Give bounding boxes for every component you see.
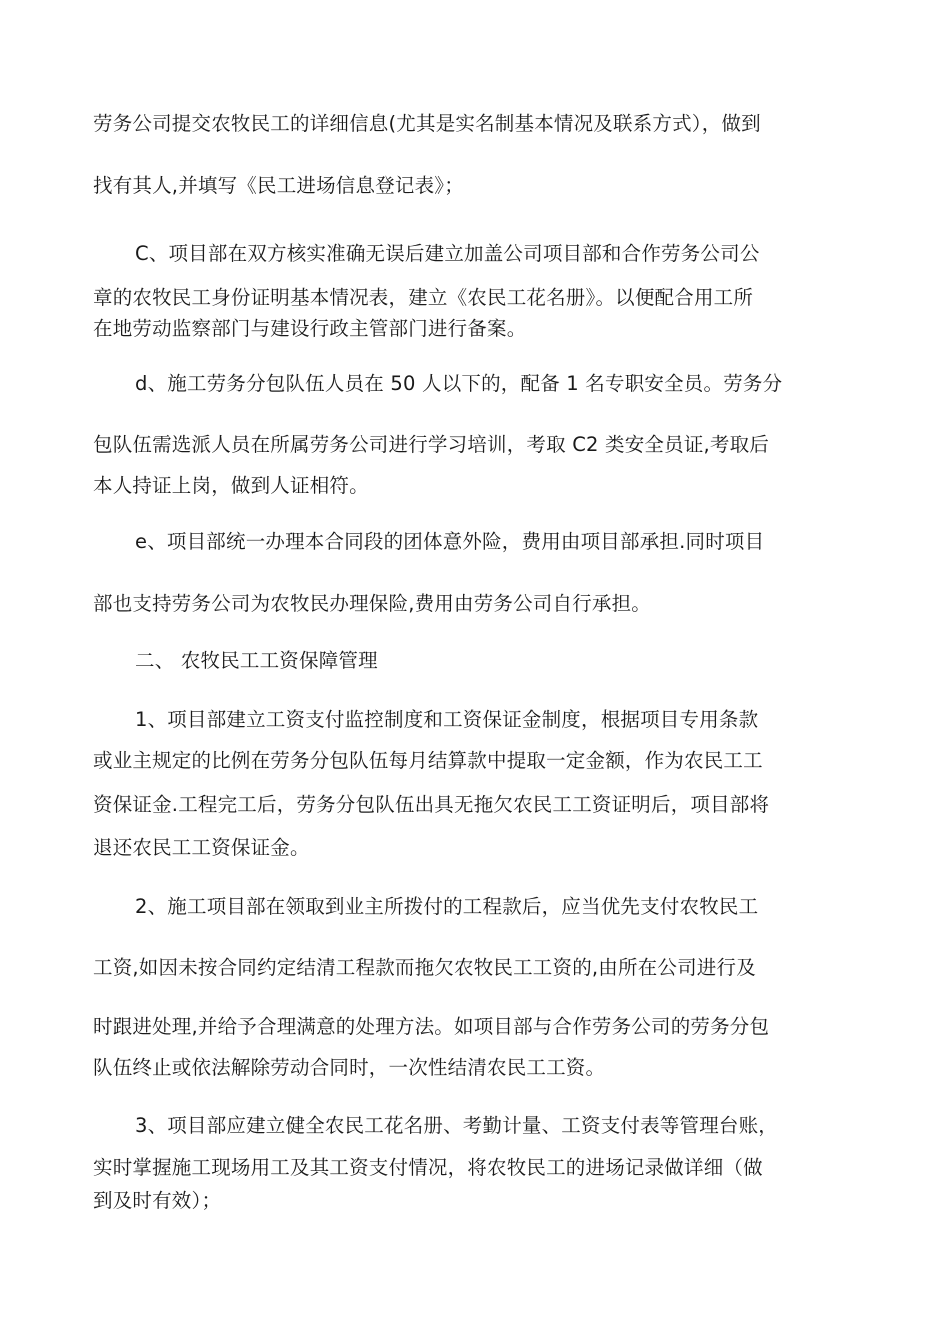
text-line: 本人持证上岗，做到人证相符。: [93, 474, 369, 497]
text-line: 时跟进处理,并给予合理满意的处理方法。如项目部与合作劳务公司的劳务分包: [93, 1015, 770, 1038]
text-line: 1、项目部建立工资支付监控制度和工资保证金制度，根据项目专用条款: [135, 708, 759, 731]
text-line: 2、施工项目部在领取到业主所拨付的工程款后，应当优先支付农牧民工: [135, 895, 759, 918]
text-line: e、项目部统一办理本合同段的团体意外险，费用由项目部承担.同时项目: [135, 530, 765, 553]
text-line: 资保证金.工程完工后，劳务分包队伍出具无拖欠农民工工资证明后，项目部将: [93, 793, 770, 816]
text-line: 退还农民工工资保证金。: [93, 836, 310, 859]
text-line: 部也支持劳务公司为农牧民办理保险,费用由劳务公司自行承担。: [93, 592, 651, 615]
text-line: C、项目部在双方核实准确无误后建立加盖公司项目部和合作劳务公司公: [135, 242, 760, 265]
text-line: 3、项目部应建立健全农民工花名册、考勤计量、工资支付表等管理台账，: [135, 1114, 779, 1137]
text-line: 章的农牧民工身份证明基本情况表，建立《农民工花名册》。以便配合用工所: [93, 286, 754, 309]
text-line: 队伍终止或依法解除劳动合同时，一次性结清农民工工资。: [93, 1056, 606, 1079]
text-line: 或业主规定的比例在劳务分包队伍每月结算款中提取一定金额，作为农民工工: [93, 749, 763, 772]
text-line: d、施工劳务分包队伍人员在 50 人以下的，配备 1 名专职安全员。劳务分: [135, 372, 783, 395]
text-line: 到及时有效）；: [93, 1189, 222, 1212]
text-line: 实时掌握施工现场用工及其工资支付情况，将农牧民工的进场记录做详细（做: [93, 1156, 763, 1179]
section-heading: 二、 农牧民工工资保障管理: [135, 649, 378, 672]
text-line: 劳务公司提交农牧民工的详细信息(尤其是实名制基本情况及联系方式），做到: [93, 112, 761, 135]
text-line: 在地劳动监察部门与建设行政主管部门进行备案。: [93, 317, 527, 340]
text-line: 包队伍需选派人员在所属劳务公司进行学习培训，考取 C2 类安全员证,考取后: [93, 433, 770, 456]
text-line: 找有其人,并填写《民工进场信息登记表》；: [93, 174, 464, 197]
text-line: 工资,如因未按合同约定结清工程款而拖欠农牧民工工资的,由所在公司进行及: [93, 956, 756, 979]
